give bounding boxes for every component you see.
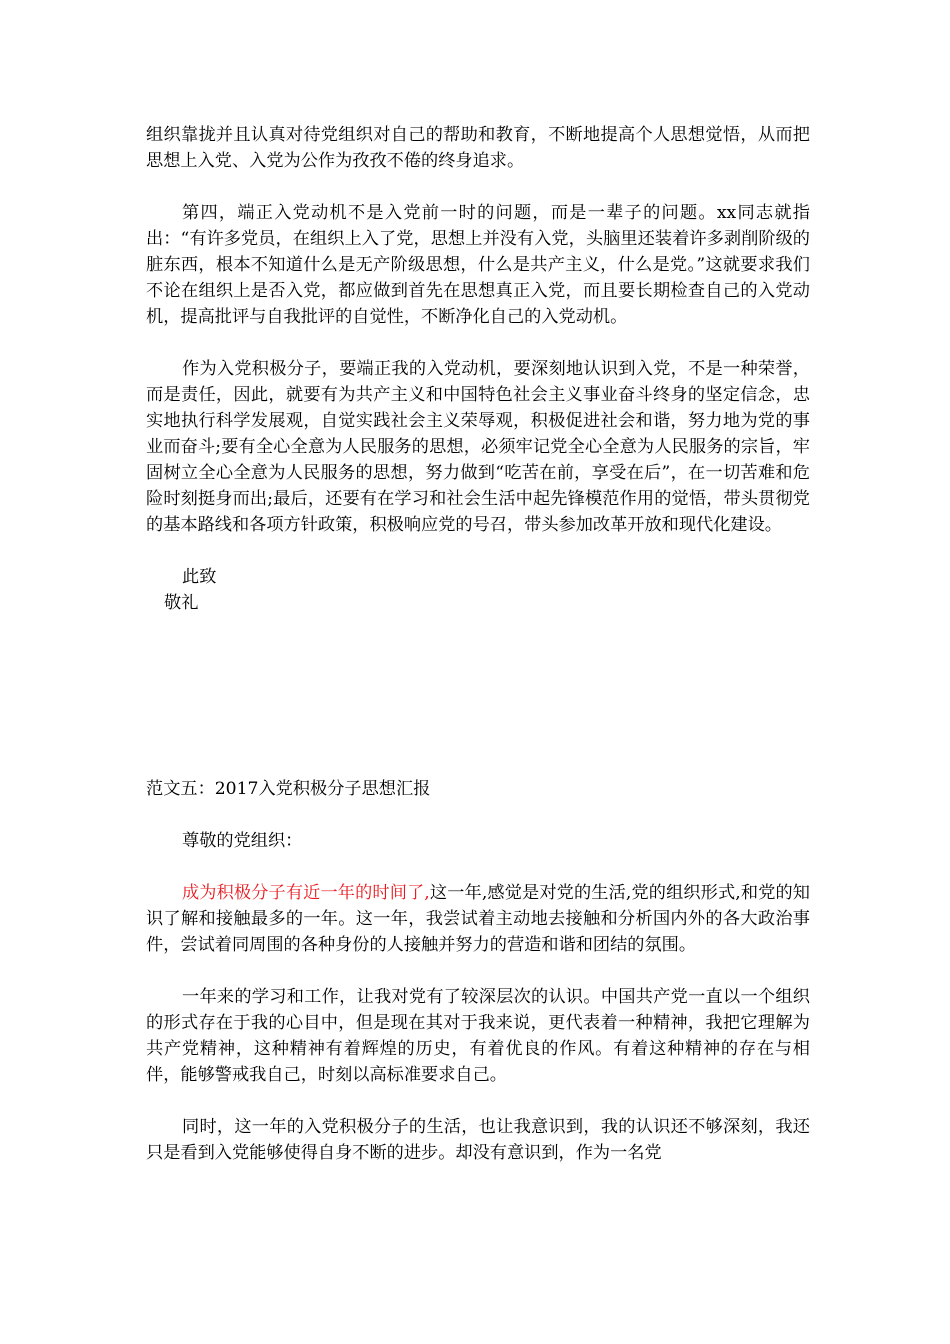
highlighted-text: 成为积极分子有近一年的时间了, — [182, 883, 430, 903]
closing-greeting: 此致 — [182, 567, 217, 587]
paragraph-first-year — [146, 880, 810, 958]
paragraph-understanding: 一年来的学习和工作，让我对党有了较深层次的认识。中国共产党一直以一个组织的形式存在于我的心目中，但是现在其对于我来说，更代表着一种精神，我把它理解为共产党精神，这种精神有着辉煌的历史，有着优良的作风。有着这种精神的存在与相伴，能够警戒我自己，时刻以高标准要求自己。 — [146, 987, 810, 1085]
salutation: 尊敬的党组织： — [182, 831, 303, 851]
closing-salute: 敬礼 — [164, 593, 199, 613]
paragraph-fourth-point: 第四，端正入党动机不是入党前一时的问题，而是一辈子的问题。xx同志就指出：“有许多党员，在组织上入了党，思想上并没有入党，头脑里还装着许多剥削阶级的脏东西，根本不知道什么是无产阶级思想，什么是共产主义，什么是党。”这就要求我们不论在组织上是否入党，都应做到首先在思想真正入党，而且要长期检查自己的入党动机，提高批评与自我批评的自觉性，不断净化自己的入党动机。 — [146, 203, 810, 327]
paragraph-text: 这一年,感觉是对党的生活,党的组织形式,和党的知识了解和接触最多的一年。这一年，我尝试着主动地去接触和分析国内外的各大政治事件，尝试着同周围的各种身份的人接触并努力的营造和谐和团结的氛围。 — [146, 883, 810, 955]
paragraph-activist-duty: 作为入党积极分子，要端正我的入党动机，要深刻地认识到入党，不是一种荣誉，而是责任，因此，就要有为共产主义和中国特色社会主义事业奋斗终身的坚定信念，忠实地执行科学发展观，自觉实践社会主义荣辱观，积极促进社会和谐，努力地为党的事业而奋斗;要有全心全意为人民服务的思想，必须牢记党全心全意为人民服务的宗旨，牢固树立全心全意为人民服务的思想，努力做到“吃苦在前，享受在后”，在一切苦难和危险时刻挺身而出;最后，还要有在学习和社会生活中起先锋模范作用的觉悟，带头贯彻党的基本路线和各项方针政策，积极响应党的号召，带头参加改革开放和现代化建设。 — [146, 359, 810, 535]
section-title: 范文五：2017入党积极分子思想汇报 — [146, 779, 431, 799]
page-spacer — [146, 616, 810, 776]
paragraph-continuation: 组织靠拢并且认真对待党组织对自己的帮助和教育，不断地提高个人思想觉悟，从而把思想上入党、入党为公作为孜孜不倦的终身追求。 — [146, 125, 810, 171]
paragraph-awareness: 同时，这一年的入党积极分子的生活，也让我意识到，我的认识还不够深刻，我还只是看到入党能够使得自身不断的进步。却没有意识到，作为一名党 — [146, 1117, 810, 1163]
document-page — [146, 122, 810, 1166]
